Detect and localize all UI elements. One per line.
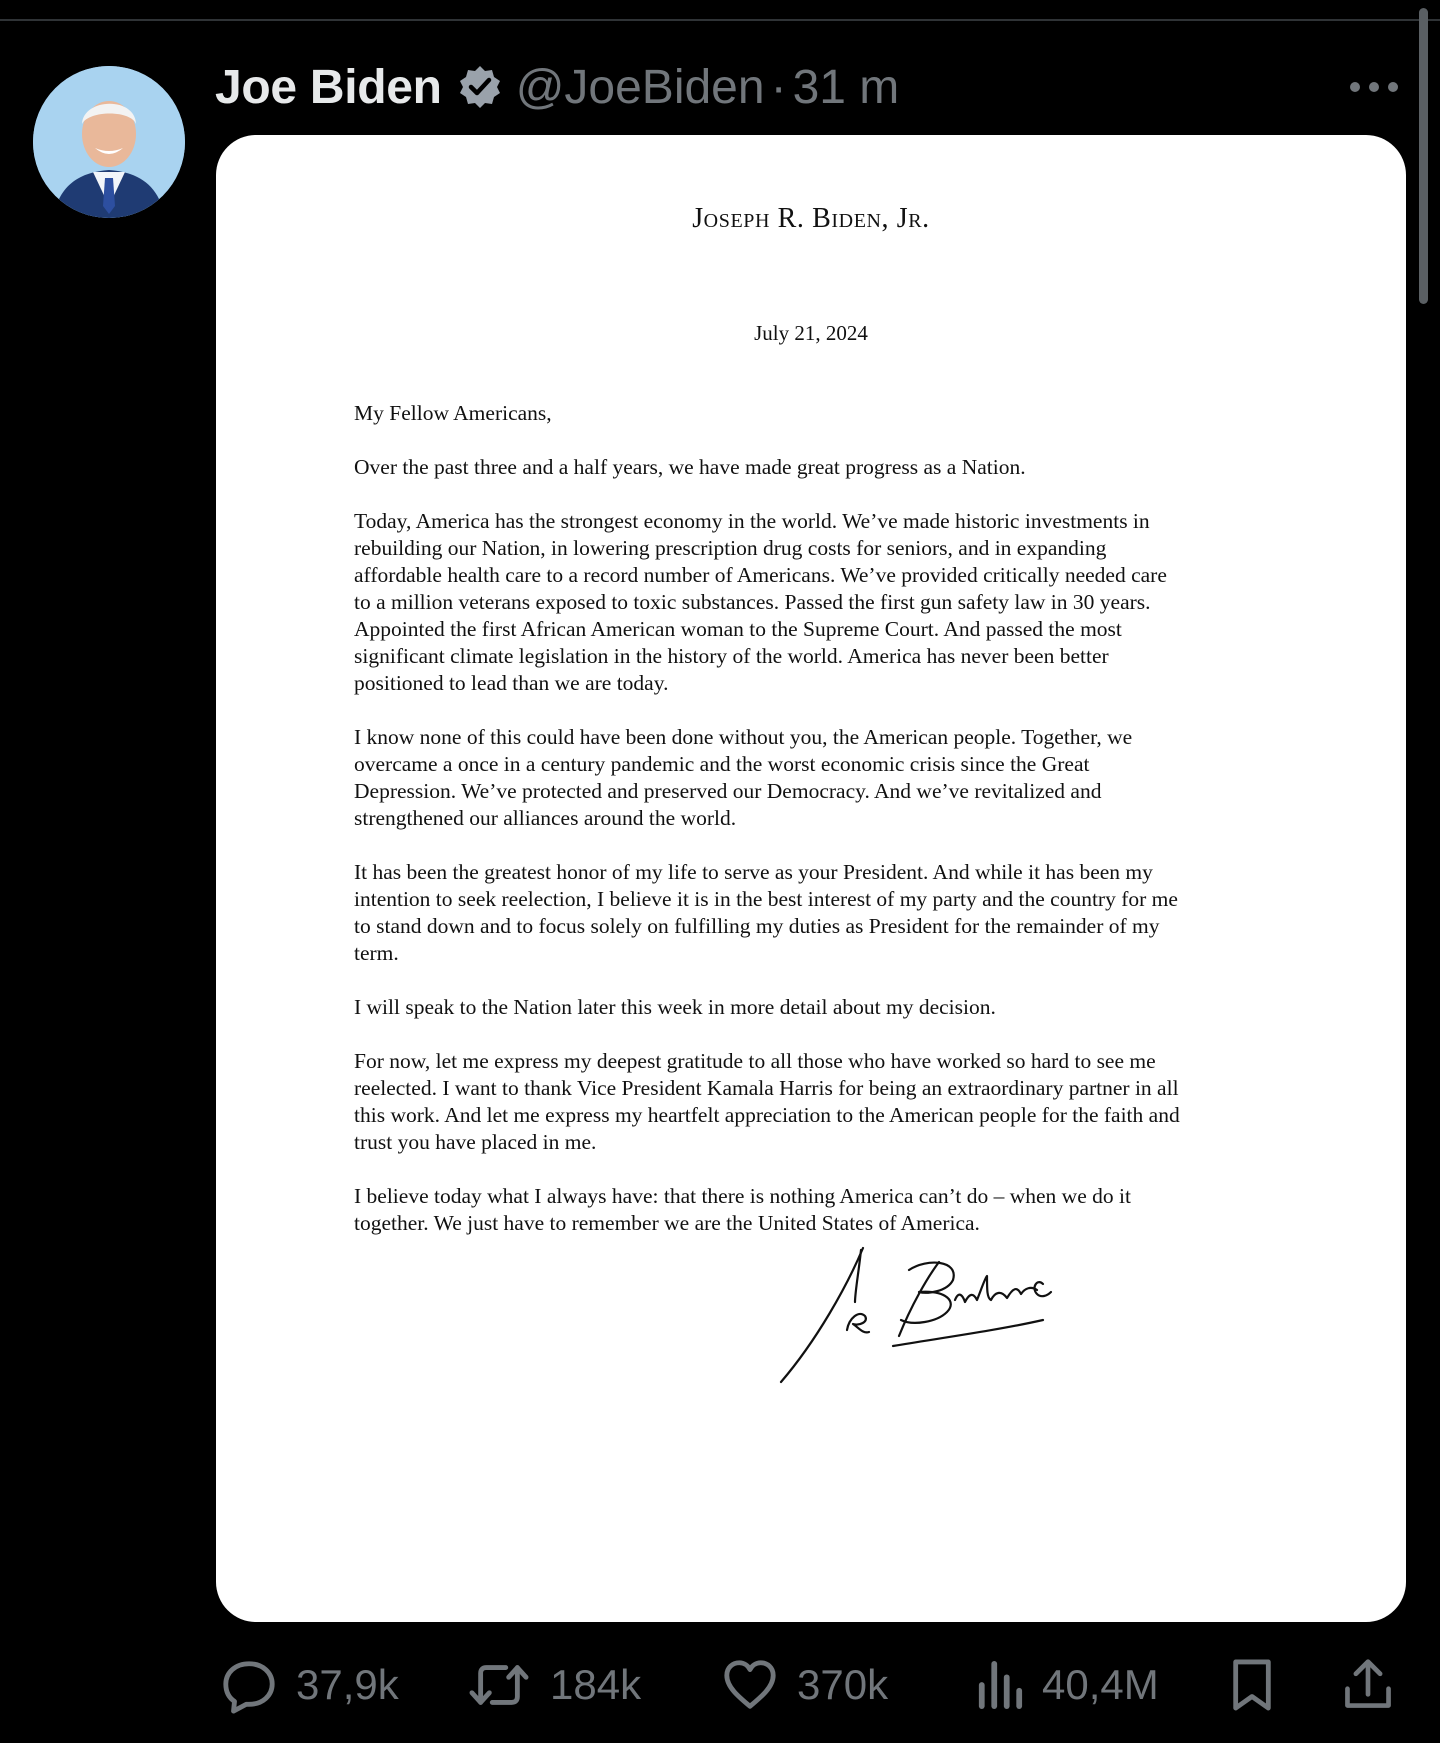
letter-paragraph bbox=[354, 1048, 1406, 1156]
letter-line: intention to seek reelection, I believe it is in the best interest of my party and the country for me bbox=[354, 887, 1178, 911]
letter-line: positioned to lead than we are today. bbox=[354, 671, 669, 695]
letter-line: I know none of this could have been done without you, the American people. Together, we bbox=[354, 725, 1133, 749]
letter-line: to a million veterans exposed to toxic substances. Passed the first gun safety law in 30 years. bbox=[354, 590, 1151, 614]
scrollbar[interactable] bbox=[1419, 8, 1428, 304]
more-dots-icon[interactable] bbox=[1346, 75, 1402, 99]
media-card[interactable] bbox=[216, 135, 1406, 1622]
letter-paragraph bbox=[354, 508, 1406, 697]
like-count: 370k bbox=[797, 1661, 889, 1708]
letter-paragraphs bbox=[354, 454, 1406, 1237]
reply-icon bbox=[220, 1656, 278, 1714]
author-name[interactable]: Joe Biden bbox=[215, 60, 442, 114]
repost-button[interactable] bbox=[466, 1650, 641, 1720]
letter-paragraph bbox=[354, 994, 1406, 1021]
letter-line: For now, let me express my deepest gratitude to all those who have worked so hard to see me bbox=[354, 1049, 1156, 1073]
repost-icon bbox=[466, 1656, 532, 1714]
views-button[interactable] bbox=[976, 1650, 1159, 1720]
letter-paragraph bbox=[354, 454, 1406, 481]
heart-icon bbox=[721, 1656, 779, 1714]
letter-date: July 21, 2024 bbox=[754, 321, 868, 345]
letter-paragraph bbox=[354, 1183, 1406, 1237]
verified-badge-icon[interactable] bbox=[456, 63, 504, 111]
tweet-header bbox=[215, 55, 899, 119]
letter-line: trust you have placed in me. bbox=[354, 1130, 597, 1154]
bookmark-icon bbox=[1228, 1656, 1276, 1714]
tweet-timestamp[interactable]: 31 m bbox=[792, 60, 900, 114]
letter-line: term. bbox=[354, 941, 399, 965]
repost-count: 184k bbox=[550, 1661, 642, 1708]
letter-line: rebuilding our Nation, in lowering prescription drug costs for seniors, and in expanding bbox=[354, 536, 1107, 560]
avatar[interactable] bbox=[33, 66, 185, 218]
author-handle[interactable]: @JoeBiden bbox=[515, 60, 765, 114]
letter-paragraph bbox=[354, 724, 1406, 832]
separator-dot: · bbox=[770, 60, 787, 114]
like-button[interactable] bbox=[721, 1650, 888, 1720]
salutation: My Fellow Americans, bbox=[354, 401, 552, 425]
avatar-photo bbox=[33, 66, 185, 218]
letter-line: reelected. I want to thank Vice President Kamala Harris for being an extraordinary partner in all bbox=[354, 1076, 1179, 1100]
letter-line: It has been the greatest honor of my life to serve as your President. And while it has been my bbox=[354, 860, 1153, 884]
letter-body bbox=[354, 400, 1406, 1264]
reply-button[interactable] bbox=[220, 1650, 399, 1720]
letter-line: strengthened our alliances around the world. bbox=[354, 806, 737, 830]
letter-line: this work. And let me express my heartfelt appreciation to the American people for the faith and bbox=[354, 1103, 1180, 1127]
letter-line: Over the past three and a half years, we have made great progress as a Nation. bbox=[354, 455, 1026, 479]
bookmark-button[interactable] bbox=[1228, 1650, 1276, 1720]
letter-paragraph bbox=[354, 859, 1406, 967]
letter-line: significant climate legislation in the history of the world. America has never been better bbox=[354, 644, 1109, 668]
signature bbox=[751, 1240, 1101, 1400]
letter-line: affordable health care to a record number of Americans. We’ve provided critically needed care bbox=[354, 563, 1167, 587]
views-chart-icon bbox=[976, 1656, 1024, 1714]
views-count: 40,4M bbox=[1042, 1661, 1159, 1708]
top-divider bbox=[0, 19, 1440, 21]
letter-line: together. We just have to remember we are the United States of America. bbox=[354, 1211, 980, 1235]
letterhead: Joseph R. Biden, Jr. bbox=[692, 203, 930, 234]
reply-count: 37,9k bbox=[296, 1661, 399, 1708]
letter-line: Today, America has the strongest economy in the world. We’ve made historic investments in bbox=[354, 509, 1150, 533]
letter-image bbox=[216, 135, 1406, 1622]
letter-line: I will speak to the Nation later this week in more detail about my decision. bbox=[354, 995, 996, 1019]
letter-line: to stand down and to focus solely on fulfilling my duties as President for the remainder of my bbox=[354, 914, 1160, 938]
letter-line: I believe today what I always have: that there is nothing America can’t do – when we do it bbox=[354, 1184, 1131, 1208]
share-button[interactable] bbox=[1340, 1650, 1396, 1720]
letter-line: Depression. We’ve protected and preserved our Democracy. And we’ve revitalized and bbox=[354, 779, 1102, 803]
tweet-actions bbox=[0, 1650, 1440, 1720]
share-icon bbox=[1340, 1656, 1396, 1714]
letter-line: overcame a once in a century pandemic and the worst economic crisis since the Great bbox=[354, 752, 1090, 776]
letter-line: Appointed the first African American woman to the Supreme Court. And passed the most bbox=[354, 617, 1122, 641]
